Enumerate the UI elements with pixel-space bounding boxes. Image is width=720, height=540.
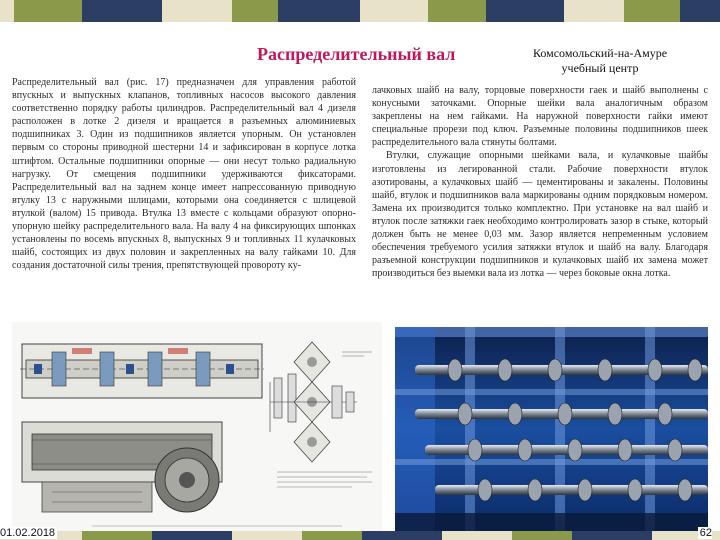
slide-date: 01.02.2018 bbox=[0, 527, 56, 539]
organization-line-1: Комсомольский-на-Амуре bbox=[532, 46, 668, 60]
right-paragraph-2: Втулки, служащие опорными шейками вала, и кулачковые шайбы изготовлены из легированной стали. Рабочие поверхности втулок азотированы, а кулачковых шайб — цементированы и закалены. Половины шайб, втулок и подшипников вала маркированы одним порядковым номером. Замена их производится только комплектно. При установке на вал шайб и втулок после затяжки гаек необходимо контролировать зазор в стыке, который должен быть не менее 0,03 мм. Зазор является непременным условием обеспечения требуемого усилия затяжки втулок и шайб на валу. Благодаря разъемной конструкции подшипников и кулачковых шайб их замена может производиться без выемки вала из лотка — через боковые окна лотка. bbox=[372, 150, 708, 280]
organization-label bbox=[500, 46, 700, 76]
organization-line-2: учебный центр bbox=[561, 61, 639, 75]
right-text-column bbox=[372, 84, 708, 320]
top-decorative-strip bbox=[0, 0, 720, 22]
right-paragraph-1: лачковых шайб на валу, торцовые поверхности гаек и шайб выполнены с конусными заточками. Опорные шейки вала аналогичным образом закреплены на нем гайками. На наружной поверхности гайки имеют специальные прорези под ключ. Разъемные половины подшипников шеек распределительного вала стянуты болтами. bbox=[372, 85, 708, 149]
page-number: 62 bbox=[699, 527, 712, 539]
left-text-column bbox=[12, 76, 356, 322]
left-paragraph: Распределительный вал (рис. 17) предназначен для управления работой впускных и выпускных клапанов, топливных насосов высокого давления соответственно порядку работы цилиндров. Распределительный вал 4 дизеля расположен в лотке 2 дизеля и вращается в разъемных алюминиевых подшипниках 3. Один из подшипников является упорным. Он установлен первым со стороны приводной шестерни 14 и зафиксирован в корпусе лотка штифтом. Остальные подшипники опорные — они несут только радиальную нагрузку. От смещения подшипники удерживаются фиксаторами. Распределительный вал на заднем конце имеет напрессованную приводную втулку 13 с наружными шлицами, которыми она соединяется с шлицевой втулкой (валом) 15 привода. Втулка 13 вместе с кольцами образуют опорно-упорную шейку распределительного вала. На валу 4 на фиксирующих шпонках установлены по восемь впускных 8, выпускных 9 и топливных 11 кулачковых шайб, состоящих из двух половин и закрепленных на валу гайками 10. Для создания достаточной силы трения, препятствующей провороту ку- bbox=[12, 77, 356, 272]
bottom-decorative-strip bbox=[0, 531, 720, 540]
camshafts-on-rack-photo bbox=[395, 327, 708, 531]
camshaft-technical-drawing bbox=[12, 322, 382, 534]
slide-title: Распределительный вал bbox=[257, 44, 456, 64]
